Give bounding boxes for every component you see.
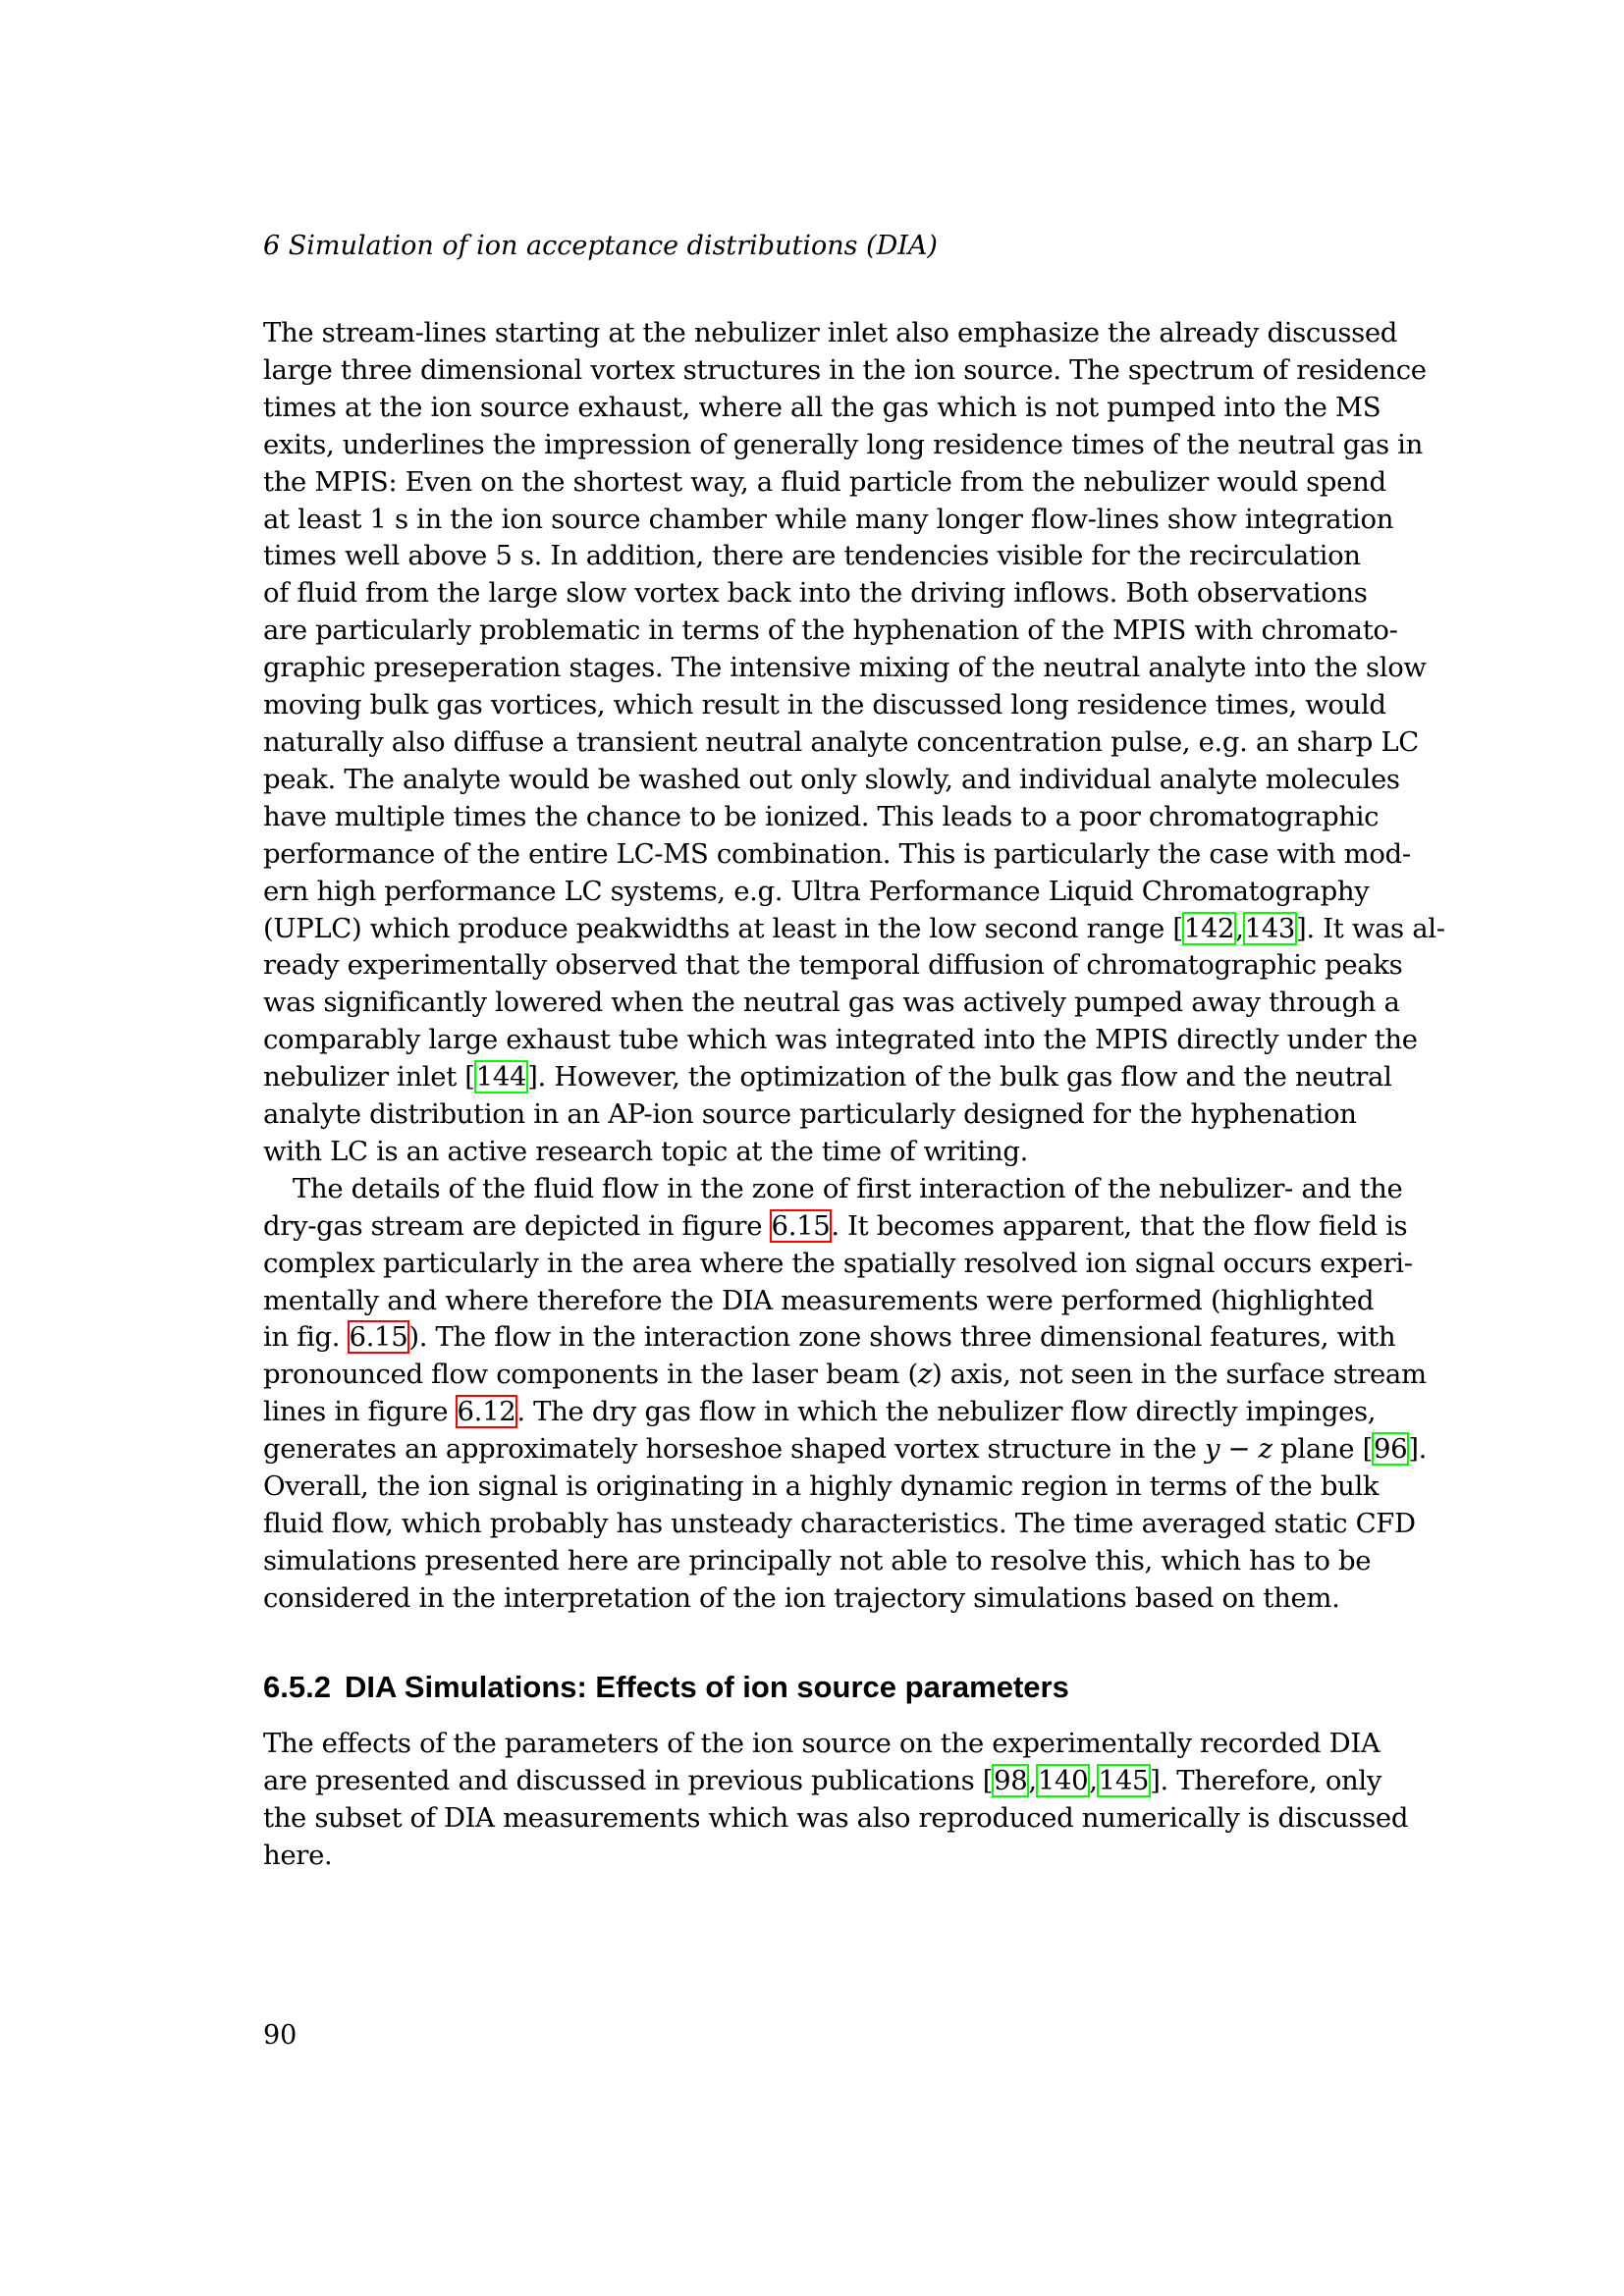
text-line <box>263 1208 1408 1246</box>
citation-link[interactable]: 98 <box>994 1764 1028 1796</box>
text-line <box>263 1394 1377 1431</box>
text-line: considered in the interpretation of the ion trajectory simulations based on them. <box>263 1581 1340 1614</box>
text-fragment: pronounced flow components in the laser beam ( <box>263 1359 918 1391</box>
text-fragment: ]. <box>1408 1433 1428 1466</box>
text-fragment: plane [ <box>1272 1433 1373 1466</box>
text-line: The details of the fluid flow in the zone of first interaction of the nebulizer- and the <box>293 1172 1403 1204</box>
text-fragment: ) axis, not seen in the surface stream <box>931 1359 1427 1391</box>
text-line: here. <box>263 1839 333 1871</box>
text-line: fluid flow, which probably has unsteady characteristics. The time averaged static CFD <box>263 1508 1416 1539</box>
text-fragment: , <box>1089 1764 1098 1796</box>
text-fragment: (UPLC) which produce peakwidths at least in the low second range [ <box>263 912 1183 944</box>
text-line: comparably large exhaust tube which was integrated into the MPIS directly under the <box>263 1024 1418 1056</box>
text-line: performance of the entire LC-MS combination. This is particularly the case with mod- <box>263 837 1411 870</box>
text-line: at least 1 s in the ion source chamber while many longer flow-lines show integration <box>263 503 1394 535</box>
section-heading <box>263 1669 1069 1706</box>
text-line: of fluid from the large slow vortex back into the driving inflows. Both observations <box>263 577 1368 610</box>
text-line: ern high performance LC systems, e.g. Ultra Performance Liquid Chromatography <box>263 875 1370 907</box>
text-fragment: lines in figure <box>263 1396 457 1428</box>
figure-link[interactable]: 6.15 <box>349 1321 408 1354</box>
text-fragment: ]. However, the optimization of the bulk gas flow and the neutral <box>527 1061 1392 1094</box>
text-fragment: nebulizer inlet [ <box>263 1061 475 1094</box>
figure-link[interactable]: 6.12 <box>457 1396 516 1428</box>
text-fragment: . It becomes apparent, that the flow field is <box>831 1209 1408 1242</box>
text-fragment: generates an approximately horseshoe shaped vortex structure in the <box>263 1433 1205 1466</box>
math-variable: z <box>917 1359 932 1391</box>
text-line: exits, underlines the impression of generally long residence times of the neutral gas in <box>263 428 1423 460</box>
text-line: times at the ion source exhaust, where all the gas which is not pumped into the MS <box>263 391 1381 423</box>
text-line: large three dimensional vortex structures in the ion source. The spectrum of residence <box>263 353 1427 386</box>
text-line: have multiple times the chance to be ionized. This leads to a poor chromatographic <box>263 800 1380 832</box>
text-fragment: . The dry gas flow in which the nebulizer flow directly impinges, <box>516 1396 1377 1428</box>
text-line: graphic preseperation stages. The intensive mixing of the neutral analyte into the slow <box>263 652 1427 684</box>
math-expression: y − z <box>1204 1433 1272 1466</box>
text-fragment: ). The flow in the interaction zone shows three dimensional features, with <box>408 1321 1396 1354</box>
running-head: 6 Simulation of ion acceptance distributions (DIA) <box>263 231 938 261</box>
paragraph <box>263 1726 1409 1875</box>
text-fragment: ]. It was al- <box>1296 912 1445 944</box>
text-line: ready experimentally observed that the temporal diffusion of chromatographic peaks <box>263 949 1403 982</box>
text-line: moving bulk gas vortices, which result in the discussed long residence times, would <box>263 689 1386 721</box>
text-fragment: are presented and discussed in previous publications [ <box>263 1764 994 1796</box>
text-line: Overall, the ion signal is originating in a highly dynamic region in terms of the bulk <box>263 1470 1380 1503</box>
section-number: 6.5.2 <box>263 1670 331 1704</box>
text-line: complex particularly in the area where the spatially resolved ion signal occurs experi- <box>263 1247 1413 1279</box>
text-line <box>263 1763 1382 1800</box>
citation-link[interactable]: 96 <box>1373 1433 1408 1466</box>
page-number: 90 <box>263 2020 298 2051</box>
section-body <box>263 1726 1409 1875</box>
text-line: the MPIS: Even on the shortest way, a fluid particle from the nebulizer would spend <box>263 465 1386 498</box>
text-line: The effects of the parameters of the ion source on the experimentally recorded DIA <box>263 1728 1380 1759</box>
text-line <box>263 1431 1428 1468</box>
paragraph <box>263 1171 1428 1618</box>
text-line: times well above 5 s. In addition, there are tendencies visible for the recirculation <box>263 540 1361 572</box>
citation-link[interactable]: 140 <box>1037 1764 1089 1796</box>
section-title: DIA Simulations: Effects of ion source parameters <box>344 1670 1069 1704</box>
text-fragment: in fig. <box>263 1321 349 1354</box>
text-line: was significantly lowered when the neutral gas was actively pumped away through a <box>263 987 1400 1019</box>
text-line: The stream-lines starting at the nebulizer inlet also emphasize the already discussed <box>263 317 1398 348</box>
text-line <box>263 911 1445 948</box>
text-line <box>263 1357 1427 1394</box>
text-line: mentally and where therefore the DIA measurements were performed (highlighted <box>263 1284 1375 1316</box>
paragraph <box>263 315 1445 1171</box>
text-line: with LC is an active research topic at the time of writing. <box>263 1135 1029 1167</box>
text-line: naturally also diffuse a transient neutral analyte concentration pulse, e.g. an sharp LC <box>263 725 1419 758</box>
text-line: analyte distribution in an AP-ion source particularly designed for the hyphenation <box>263 1098 1357 1131</box>
citation-link[interactable]: 142 <box>1183 912 1235 944</box>
citation-link[interactable]: 144 <box>475 1061 527 1094</box>
figure-link[interactable]: 6.15 <box>771 1209 831 1242</box>
text-line: peak. The analyte would be washed out only slowly, and individual analyte molecules <box>263 763 1400 795</box>
text-line: the subset of DIA measurements which was also reproduced numerically is discussed <box>263 1801 1409 1834</box>
citation-link[interactable]: 145 <box>1098 1764 1150 1796</box>
text-fragment: dry-gas stream are depicted in figure <box>263 1209 771 1242</box>
text-line: simulations presented here are principally not able to resolve this, which has to be <box>263 1544 1372 1576</box>
text-line <box>263 1059 1392 1096</box>
citation-link[interactable]: 143 <box>1244 912 1296 944</box>
text-fragment: , <box>1235 912 1244 944</box>
text-fragment: ]. Therefore, only <box>1150 1764 1382 1796</box>
text-line <box>263 1319 1396 1357</box>
body-text <box>263 315 1445 1618</box>
text-fragment: , <box>1028 1764 1037 1796</box>
text-line: are particularly problematic in terms of the hyphenation of the MPIS with chromato- <box>263 614 1398 647</box>
